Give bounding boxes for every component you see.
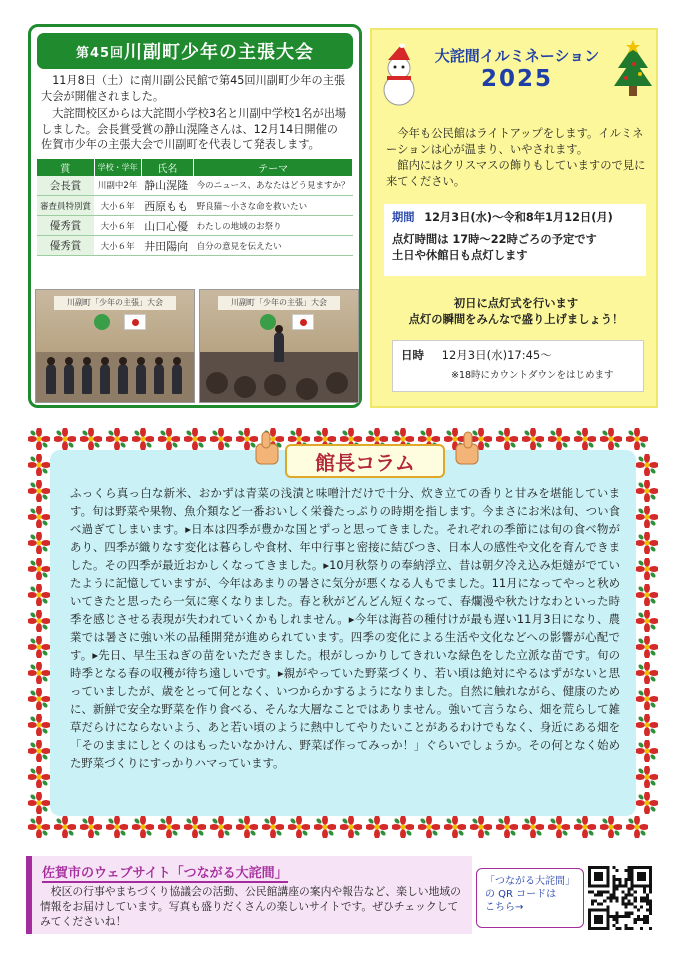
poinsettia-icon [574,428,596,450]
poinsettia-icon [288,816,310,838]
ceremony-line-1: 初日に点灯式を行います [453,297,579,310]
person-figure [154,364,164,394]
poinsettia-icon [636,584,658,606]
poinsettia-icon [574,816,596,838]
stage-banner: 川副町「少年の主張」大会 [218,296,340,310]
japan-flag-icon [124,314,146,330]
audience-head [234,376,256,398]
poinsettia-icon [636,766,658,788]
poinsettia-icon [548,816,570,838]
audience-head [326,372,348,394]
poinsettia-icon [132,428,154,450]
person-figure [46,364,56,394]
column-title: 館長コラム [285,444,445,478]
poinsettia-icon [28,532,50,554]
poinsettia-icon [158,428,180,450]
website-text: 校区の行事やまちづくり協議会の活動、公民館講座の案内や報告など、楽しい地域の情報をお届けしています。写真も盛りだくさんの楽しいサイトです。ぜひチェックしてみてくださいね！ [40,885,461,928]
contest-title-text: 川副町少年の主張大会 [124,42,315,63]
illumination-text-1: 今年も公民館はライトアップをします。イルミネーションは心が温まり、いやされます。 [386,127,644,156]
person-figure [64,364,74,394]
award-cell: 優秀賞 [37,236,94,256]
stage-banner: 川副町「少年の主張」大会 [54,296,176,310]
audience-head [206,372,228,394]
person-figure [172,364,182,394]
poinsettia-icon [28,662,50,684]
award-cell: 会長賞 [37,176,94,196]
illumination-year: 2025 [480,66,553,92]
speech-contest-panel [28,24,362,408]
grade-cell: 大小６年 [94,196,141,216]
poinsettia-icon [314,816,336,838]
column-header-theme: テーマ [194,159,353,176]
christmas-tree-icon [612,40,654,102]
qr-note-line-1: 「つながる大詫間」 [485,876,575,887]
lighting-time: 点灯時間は 17時～22時ごろの予定です [392,233,597,246]
poinsettia-icon [28,558,50,580]
poinsettia-icon [600,428,622,450]
poinsettia-icon [626,428,648,450]
poinsettia-icon [340,816,362,838]
table-row [37,216,353,236]
person-figure [136,364,146,394]
illumination-title: 大詫間イルミネーション [434,47,600,65]
poinsettia-icon [236,816,258,838]
poinsettia-icon [418,816,440,838]
poinsettia-icon [636,558,658,580]
poinsettia-icon [54,428,76,450]
poinsettia-icon [184,816,206,838]
person-figure [82,364,92,394]
theme-cell: 自分の意見を伝えたい [194,236,353,256]
director-column [28,428,658,838]
website-title: 佐賀市のウェブサイト「つながる大詫間」 [42,862,288,883]
poinsettia-icon [600,816,622,838]
name-cell: 静山滉隆 [141,176,193,196]
column-header-name: 氏名 [141,159,193,176]
poinsettia-icon [636,662,658,684]
poinsettia-icon [548,428,570,450]
lighting-ceremony-text [384,296,648,328]
poinsettia-icon [54,816,76,838]
poinsettia-icon [636,740,658,762]
period-label: 期間 [392,211,415,224]
poinsettia-icon [80,816,102,838]
poinsettia-icon [28,792,50,814]
theme-cell: わたしの地域のお祭り [194,216,353,236]
column-header-grade: 学校・学年 [94,159,141,176]
results-table [37,159,353,257]
poinsettia-icon [444,816,466,838]
audience-head [264,374,286,396]
countdown-note: ※18時にカウントダウンをはじめます [451,370,614,381]
day-label: 日時 [401,348,424,362]
ceremony-line-2: 点灯の瞬間をみんなで盛り上げましょう！ [408,313,624,326]
poinsettia-icon [636,454,658,476]
column-text: ふっくら真っ白な新米、おかずは青菜の浅漬と味噌汁だけで十分、炊き立ての香りと甘みを堪能しています。旬は野菜や果物、魚介類など一番おいしく栄養たっぷりの時期を指します。今まさにお米は旬、つい食べ過ぎてしまいます。▸日本は四季が豊かな国とずっと思ってきました。それぞれの季節には旬の食べ物があり、四季が織りなす変化は暮らしや食材、年中行事と密接に結びつき、日本人の感性や文化を育んできました。その四季が最近おかしくなってきました。▸10月秋祭りの奉納浮立、昔は朝夕冷え込み炬燵がでていたように記憶していますが、今年はあまりの暑さに気分が悪くなる人もでました。11月になってやっと秋めいてきたと思ったら一気に寒くなりました。春と秋がどんどん短くなって、春爛漫や秋たけなわといった時季を感じさせる表現が失われていくかもしれません。▸今年は海苔の種付けが最も遅い11月3日になり、農業では暑さに強い米の品種開発が進められています。四季の変化による生活や文化などへの影響が心配です。▸先日、早生玉ねぎの苗をいただきました。根がしっかりしてきれいな緑色をした立派な苗です。旬の時季となる春の収穫が待ち遠しいです。▸親がやっていた野菜づくり、若い頃は絶対にやるはずがないと思っていましたが、歳をとって何となく、いつからかするようになりました。自然に触れながら、健康のために、新鮮で安全な野菜を作り食べる、そんな大層なことではありません。強いて言うなら、畑を荒らして雑草だらけにならないよう、あと若い頃のように熱中してやりたいことがあるわけでもなく、身近にある畑を「そのままにしとくのはもったいなかけん、野菜ば作ってみっか！」ぐらいでしょうか。その何となく始めた野菜づくりにすっかりハマっています。 [70,486,620,770]
stage-floor [36,352,194,402]
poinsettia-icon [636,532,658,554]
poinsettia-icon [28,688,50,710]
poinsettia-icon [28,610,50,632]
poinsettia-icon [392,816,414,838]
table-row [37,236,353,256]
website-panel [26,856,472,934]
grade-cell: 大小６年 [94,236,141,256]
poinsettia-icon [132,816,154,838]
contest-speech-photo [199,289,359,403]
poinsettia-icon [636,506,658,528]
poinsettia-icon [28,454,50,476]
day-value: 12月3日(水)17:45～ [441,348,552,362]
illumination-text-2: 館内にはクリスマスの飾りもしていますので見に来てください。 [386,159,646,188]
speaker-figure [274,332,284,362]
contest-paragraph-1: 11月8日（土）に南川副公民館で第45回川副町少年の主張大会が開催されました。 [41,74,346,103]
qr-note [476,868,584,928]
period-box [384,204,646,276]
poinsettia-icon [28,816,50,838]
period-value: 12月3日(水)～令和8年1月12日(月) [424,211,613,224]
name-cell: 西原もも [141,196,193,216]
table-row [37,176,353,196]
town-emblem-icon [94,314,110,330]
column-body [50,450,636,816]
poinsettia-icon [636,714,658,736]
grade-cell: 大小６年 [94,216,141,236]
column-header-award: 賞 [37,159,94,176]
contest-title-prefix: 第45回 [75,45,125,61]
qr-note-line-3: こちら→ [485,902,524,913]
poinsettia-icon [80,428,102,450]
poinsettia-icon [28,714,50,736]
theme-cell: 今のニュース、あなたはどう見ますか？ [194,176,353,196]
thumbs-up-icon [250,430,284,466]
ceremony-datetime-box [392,340,644,392]
poinsettia-icon [636,480,658,502]
illumination-panel [370,28,658,408]
poinsettia-icon [28,584,50,606]
poinsettia-icon [28,766,50,788]
poinsettia-icon [158,816,180,838]
qr-note-line-2: の QR コードは [485,889,557,900]
grade-cell: 川副中2年 [94,176,141,196]
poinsettia-icon [496,816,518,838]
town-emblem-icon [260,314,276,330]
person-figure [100,364,110,394]
theme-cell: 野良猫～小さな命を救いたい [194,196,353,216]
illumination-description [386,126,648,190]
poinsettia-icon [366,816,388,838]
holiday-note: 土日や休館日も点灯します [392,249,528,262]
award-cell: 優秀賞 [37,216,94,236]
poinsettia-icon [626,816,648,838]
poinsettia-icon [210,428,232,450]
poinsettia-icon [496,428,518,450]
contest-title [37,33,353,69]
poinsettia-icon [106,816,128,838]
poinsettia-icon [28,740,50,762]
contest-paragraph-2: 大詫間校区からは大詫間小学校3名と川副中学校1名が出場しました。会長賞受賞の静山滉隆さんは、12月14日開催の佐賀市少年の主張大会で川副町を代表して発表します。 [41,107,347,151]
poinsettia-icon [262,816,284,838]
poinsettia-icon [636,688,658,710]
table-row [37,196,353,216]
audience-head [296,378,318,400]
poinsettia-icon [522,816,544,838]
name-cell: 井田陽向 [141,236,193,256]
contest-group-photo [35,289,195,403]
poinsettia-icon [522,428,544,450]
poinsettia-icon [28,636,50,658]
poinsettia-icon [636,636,658,658]
poinsettia-icon [28,428,50,450]
thumbs-up-icon [450,430,484,466]
qr-code[interactable] [588,866,652,930]
japan-flag-icon [292,314,314,330]
award-cell: 審査員特別賞 [37,196,94,216]
poinsettia-icon [210,816,232,838]
person-figure [118,364,128,394]
poinsettia-icon [636,610,658,632]
poinsettia-icon [28,506,50,528]
poinsettia-icon [28,480,50,502]
poinsettia-icon [470,816,492,838]
name-cell: 山口心優 [141,216,193,236]
poinsettia-icon [636,792,658,814]
poinsettia-icon [106,428,128,450]
poinsettia-icon [184,428,206,450]
